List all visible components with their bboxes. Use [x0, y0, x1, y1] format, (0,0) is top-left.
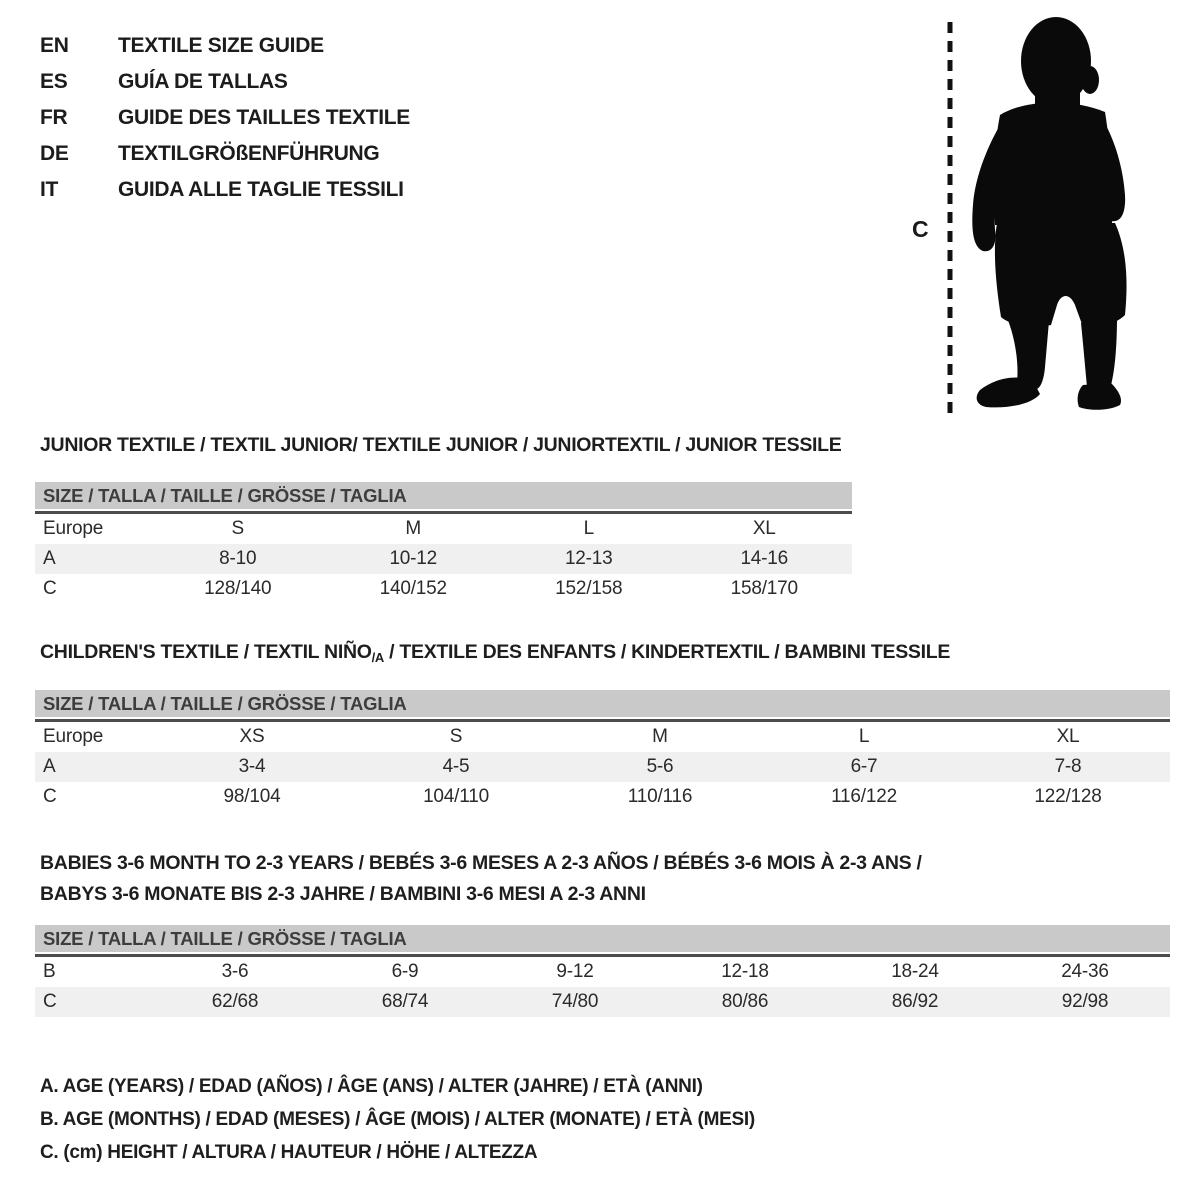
size-cell: 140/152 — [379, 578, 447, 599]
language-label: GUIDA ALLE TAGLIE TESSILI — [118, 178, 404, 201]
size-cell: 6-9 — [391, 961, 419, 982]
size-cell: 12-13 — [564, 548, 613, 569]
table-row-europe — [35, 722, 1170, 752]
table-row-europe — [35, 514, 852, 544]
table-row-height — [35, 574, 852, 604]
size-cell: XL — [752, 518, 776, 539]
children-size-table — [35, 690, 1170, 812]
size-cell: 9-12 — [556, 961, 594, 982]
size-header-bar: SIZE / TALLA / TAILLE / GRÖSSE / TAGLIA — [35, 482, 852, 509]
size-header-bar: SIZE / TALLA / TAILLE / GRÖSSE / TAGLIA — [35, 925, 1170, 952]
language-label: GUÍA DE TALLAS — [118, 70, 288, 93]
children-section-title — [40, 641, 950, 665]
language-title-block — [40, 28, 410, 208]
size-cell: 80/86 — [721, 991, 769, 1012]
size-cell: S — [449, 726, 463, 747]
row-label: A — [43, 756, 56, 777]
size-cell: 152/158 — [555, 578, 623, 599]
size-cell: 24-36 — [1061, 961, 1109, 982]
legend-block — [40, 1070, 755, 1169]
row-label: Europe — [43, 518, 104, 539]
table-row-height — [35, 987, 1170, 1017]
size-cell: 7-8 — [1054, 756, 1082, 777]
toddler-silhouette-figure — [900, 12, 1145, 427]
language-label: GUIDE DES TAILLES TEXTILE — [118, 106, 410, 129]
size-header-bar: SIZE / TALLA / TAILLE / GRÖSSE / TAGLIA — [35, 690, 1170, 717]
size-cell: 3-4 — [238, 756, 266, 777]
size-cell: M — [405, 518, 422, 539]
row-label: C — [43, 991, 57, 1012]
row-label: A — [43, 548, 56, 569]
size-cell: 3-6 — [221, 961, 249, 982]
size-cell: 10-12 — [389, 548, 438, 569]
table-row-height — [35, 782, 1170, 812]
size-cell: 92/98 — [1061, 991, 1109, 1012]
size-cell: 110/116 — [627, 786, 693, 807]
babies-size-table — [35, 925, 1170, 1017]
language-label: TEXTILE SIZE GUIDE — [118, 34, 324, 57]
size-cell: 12-18 — [721, 961, 769, 982]
language-code: DE — [40, 142, 69, 165]
table-row-age — [35, 544, 852, 574]
size-cell: 128/140 — [204, 578, 272, 599]
size-cell: 6-7 — [850, 756, 878, 777]
children-title-post: / TEXTILE DES ENFANTS / KINDERTEXTIL / BAMBINI TESSILE — [384, 641, 951, 663]
babies-title-line1: BABIES 3-6 MONTH TO 2-3 YEARS / BEBÉS 3-6 MESES A 2-3 AÑOS / BÉBÉS 3-6 MOIS À 2-3 ANS / — [40, 852, 922, 874]
size-cell: 116/122 — [831, 786, 897, 807]
size-cell: S — [231, 518, 244, 539]
language-row-de — [40, 136, 410, 172]
table-row-months — [35, 957, 1170, 987]
size-cell: XS — [239, 726, 265, 747]
size-cell: 18-24 — [891, 961, 939, 982]
table-row-age — [35, 752, 1170, 782]
row-label: B — [43, 961, 56, 982]
language-code: IT — [40, 178, 59, 201]
size-cell: 98/104 — [223, 786, 281, 807]
language-row-en — [40, 28, 410, 64]
row-label: C — [43, 578, 57, 599]
language-row-es — [40, 64, 410, 100]
legend-line-a: A. AGE (YEARS) / EDAD (AÑOS) / ÂGE (ANS) / ALTER (JAHRE) / ETÀ (ANNI) — [40, 1076, 703, 1097]
size-cell: 4-5 — [442, 756, 470, 777]
size-cell: 68/74 — [381, 991, 429, 1012]
size-cell: L — [583, 518, 594, 539]
children-title-pre: CHILDREN'S TEXTILE / TEXTIL NIÑO — [40, 641, 372, 663]
row-label: C — [43, 786, 57, 807]
figure-block — [900, 12, 1145, 427]
size-cell: M — [652, 726, 668, 747]
children-title-sub: /A — [371, 650, 385, 665]
language-code: EN — [40, 34, 69, 57]
size-cell: 5-6 — [646, 756, 674, 777]
junior-size-table — [35, 482, 852, 604]
size-cell: XL — [1056, 726, 1080, 747]
legend-line-b: B. AGE (MONTHS) / EDAD (MESES) / ÂGE (MOIS) / ALTER (MONATE) / ETÀ (MESI) — [40, 1109, 755, 1130]
size-cell: 14-16 — [740, 548, 789, 569]
language-code: FR — [40, 106, 68, 129]
junior-section-title: JUNIOR TEXTILE / TEXTIL JUNIOR/ TEXTILE JUNIOR / JUNIORTEXTIL / JUNIOR TESSILE — [40, 434, 842, 456]
size-cell: 104/110 — [423, 786, 489, 807]
height-measure-label: C — [912, 216, 929, 242]
row-label: Europe — [43, 726, 104, 747]
size-cell: 8-10 — [219, 548, 257, 569]
size-cell: 158/170 — [730, 578, 798, 599]
size-cell: 86/92 — [891, 991, 939, 1012]
size-cell: 62/68 — [211, 991, 259, 1012]
babies-section-title — [40, 848, 922, 910]
toddler-silhouette — [972, 17, 1126, 410]
language-code: ES — [40, 70, 68, 93]
language-row-it — [40, 172, 410, 208]
legend-line-c: C. (cm) HEIGHT / ALTURA / HAUTEUR / HÖHE / ALTEZZA — [40, 1142, 538, 1163]
size-cell: 122/128 — [1034, 786, 1102, 807]
size-cell: 74/80 — [551, 991, 599, 1012]
babies-title-line2: BABYS 3-6 MONATE BIS 2-3 JAHRE / BAMBINI 3-6 MESI A 2-3 ANNI — [40, 883, 646, 905]
language-row-fr — [40, 100, 410, 136]
size-cell: L — [858, 726, 870, 747]
language-label: TEXTILGRÖßENFÜHRUNG — [118, 142, 380, 165]
